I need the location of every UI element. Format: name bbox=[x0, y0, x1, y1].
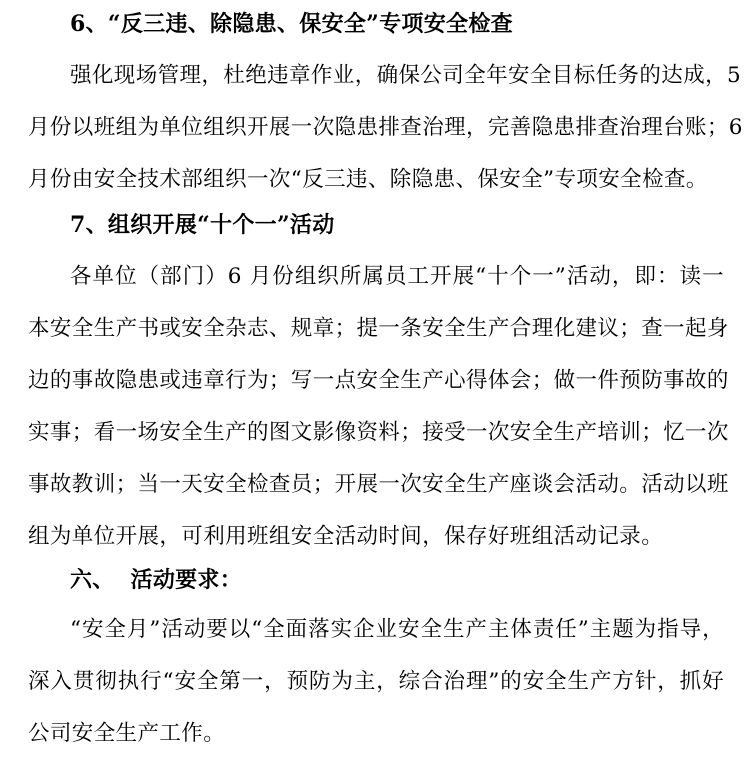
section-7-body bbox=[28, 251, 729, 563]
section-7-line-1: 各单位（部门）6 月份组织所属员工开展“十个一”活动，即：读一 bbox=[70, 264, 724, 289]
section-six-body bbox=[28, 604, 724, 760]
section-7-line-5: 事故教训；当一天安全检查员；开展一次安全生产座谈会活动。活动以班 bbox=[28, 472, 729, 497]
section-7-line-3: 边的事故隐患或违章行为；写一点安全生产心得体会；做一件预防事故的 bbox=[28, 368, 729, 393]
section-7-line-2: 本安全生产书或安全杂志、规章；提一条安全生产合理化建议；查一起身 bbox=[28, 316, 729, 341]
section-6-heading: 6、“反三违、除隐患、保安全”专项安全检查 bbox=[70, 11, 513, 37]
section-6-line-2: 月份以班组为单位组织开展一次隐患排查治理，完善隐患排查治理台账；6 bbox=[28, 115, 743, 140]
section-six-line-1: “安全月”活动要以“全面落实企业安全生产主体责任”主题为指导， bbox=[70, 617, 724, 642]
section-7-line-4: 实事；看一场安全生产的图文影像资料；接受一次安全生产培训；忆一次 bbox=[28, 420, 729, 445]
section-six-heading: 六、 活动要求： bbox=[70, 567, 243, 593]
section-6-body bbox=[28, 50, 743, 206]
section-6-line-3: 月份由安全技术部组织一次“反三违、除隐患、保安全”专项安全检查。 bbox=[28, 167, 708, 192]
section-6-line-1: 强化现场管理，杜绝违章作业，确保公司全年安全目标任务的达成，5 bbox=[70, 63, 742, 88]
section-7-line-6: 组为单位开展，可利用班组安全活动时间，保存好班组活动记录。 bbox=[28, 524, 664, 549]
section-six-line-2: 深入贯彻执行“安全第一，预防为主，综合治理”的安全生产方针，抓好 bbox=[28, 669, 724, 694]
section-six-line-3: 公司安全生产工作。 bbox=[28, 721, 226, 746]
section-7-heading: 7、组织开展“十个一”活动 bbox=[70, 212, 335, 238]
